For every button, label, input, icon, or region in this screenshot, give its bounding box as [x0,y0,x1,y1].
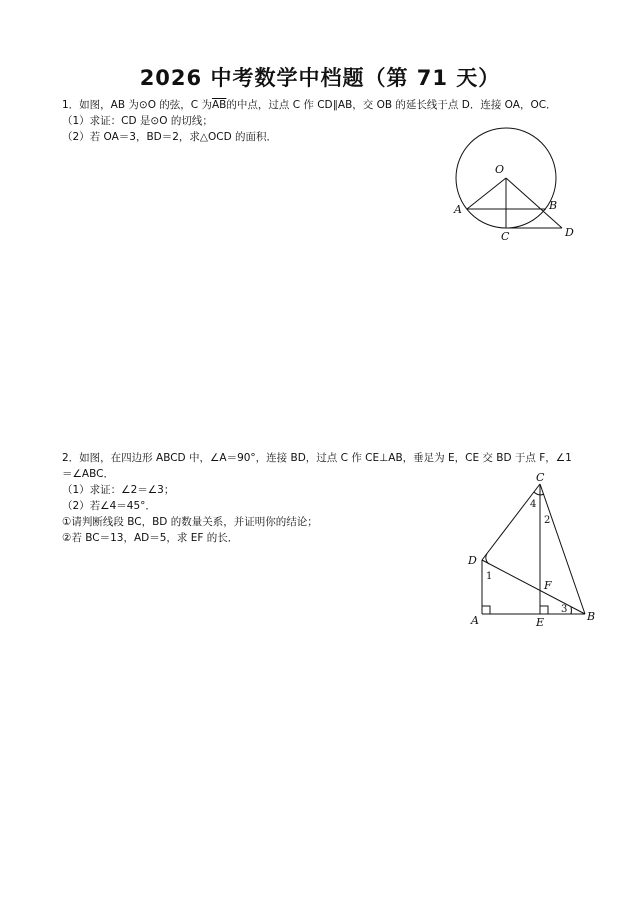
right-angle-a [482,606,490,614]
problem2-part2: （2）若∠4＝45°． [62,500,156,512]
label-d: D [565,226,574,239]
label-c: C [536,471,545,484]
problem2-part1: （1）求证：∠2＝∠3； [62,484,175,496]
problem1-statement-post: 的中点，过点 C 作 CD∥AB，交 OB 的延长线于点 D．连接 OA，OC． [226,99,557,111]
label-e: E [536,616,545,629]
label-d: D [468,554,477,567]
arc-ab-label: $\overline{AB}$ [211,99,227,111]
angle-label-3: 3 [561,604,568,615]
angle-label-4: 4 [530,499,537,510]
label-c: C [501,230,510,243]
problem2-statement: 2．如图，在四边形 ABCD 中，∠A＝90°，连接 BD，过点 C 作 CE⊥AB，垂足为 E，CE 交 BD 于点 F，∠1 [62,452,572,464]
problem1-part2: （2）若 OA＝3，BD＝2，求△OCD 的面积． [62,131,278,143]
problem2-statement-cont: ＝∠ABC． [62,468,114,480]
label-o: O [495,163,505,176]
problem1-statement [62,98,557,112]
angle-label-2: 2 [544,515,551,526]
label-f: F [544,579,552,592]
angle-arc-4 [534,492,540,495]
label-a: A [471,614,479,627]
label-a: A [454,203,462,216]
page-title: 2026 中考数学中档题（第 71 天） [139,66,501,90]
problem2-sub2: ②若 BC＝13，AD＝5，求 EF 的长． [62,532,239,544]
label-b: B [587,610,596,623]
segment-oa [467,178,506,209]
problem1-part1: （1）求证：CD 是⊙O 的切线； [62,115,213,127]
side-dc [482,484,540,560]
problem1-statement-pre: 1．如图，AB 为⊙O 的弦，C 为 [62,99,212,111]
angle-label-1: 1 [486,571,493,582]
problem1-figure [440,120,590,250]
problem2-sub1: ①请判断线段 BC，BD 的数量关系，并证明你的结论； [62,516,318,528]
right-angle-e [540,606,548,614]
problem2-figure [460,468,610,633]
label-b: B [549,199,558,212]
